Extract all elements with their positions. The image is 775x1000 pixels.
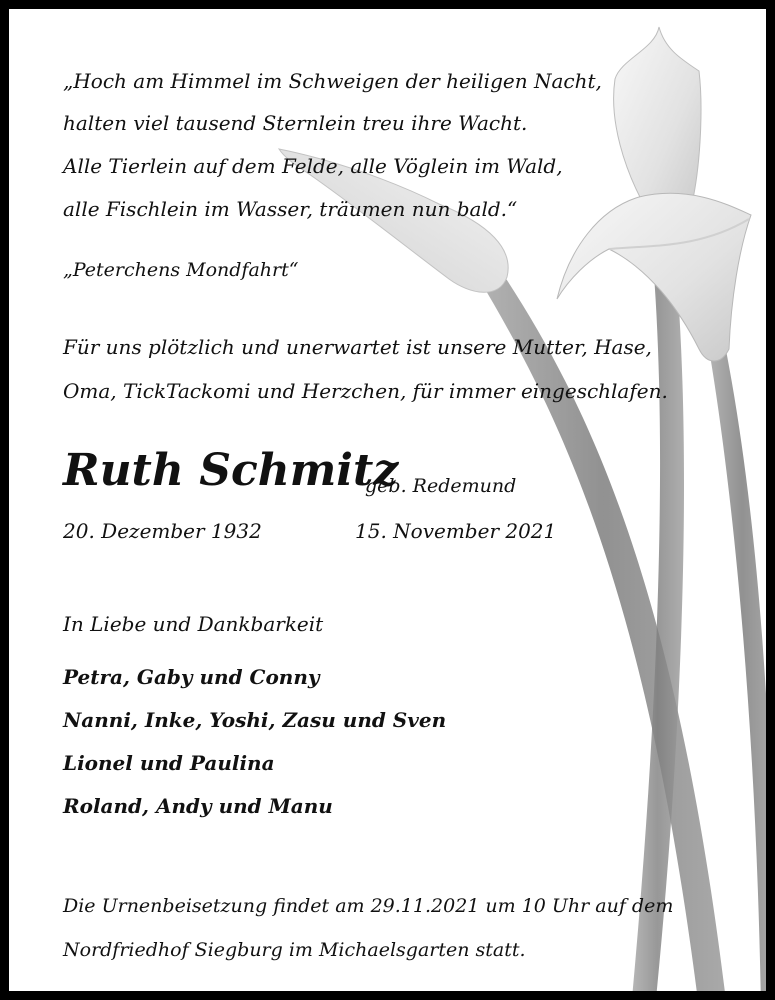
death-date: 15. November 2021 [355,519,557,543]
poem-line: halten viel tausend Sternlein treu ihre Wacht. [63,111,528,135]
poem-line: Alle Tierlein auf dem Felde, alle Vöglein im Wald, [63,154,563,178]
mourner-names: Petra, Gaby und Conny [63,665,320,689]
funeral-line: Nordfriedhof Siegburg im Michaelsgarten statt. [63,939,526,961]
poem-source: „Peterchens Mondfahrt“ [63,259,299,281]
mourner-names: Nanni, Inke, Yoshi, Zasu und Sven [63,708,447,732]
mourners-heading: In Liebe und Dankbarkeit [63,612,324,636]
intro-line: Für uns plötzlich und unerwartet ist unsere Mutter, Hase, [63,335,652,359]
birth-name: geb. Redemund [365,475,517,497]
deceased-name: Ruth Schmitz [63,445,399,496]
mourner-names: Roland, Andy und Manu [63,794,333,818]
poem-line: „Hoch am Himmel im Schweigen der heiligen Nacht, [63,69,602,93]
intro-line: Oma, TickTackomi und Herzchen, für immer eingeschlafen. [63,379,668,403]
birth-date: 20. Dezember 1932 [63,519,262,543]
mourner-names: Lionel und Paulina [63,751,275,775]
funeral-line: Die Urnenbeisetzung findet am 29.11.2021 um 10 Uhr auf dem [63,895,674,917]
poem-line: alle Fischlein im Wasser, träumen nun bald.“ [63,197,518,221]
